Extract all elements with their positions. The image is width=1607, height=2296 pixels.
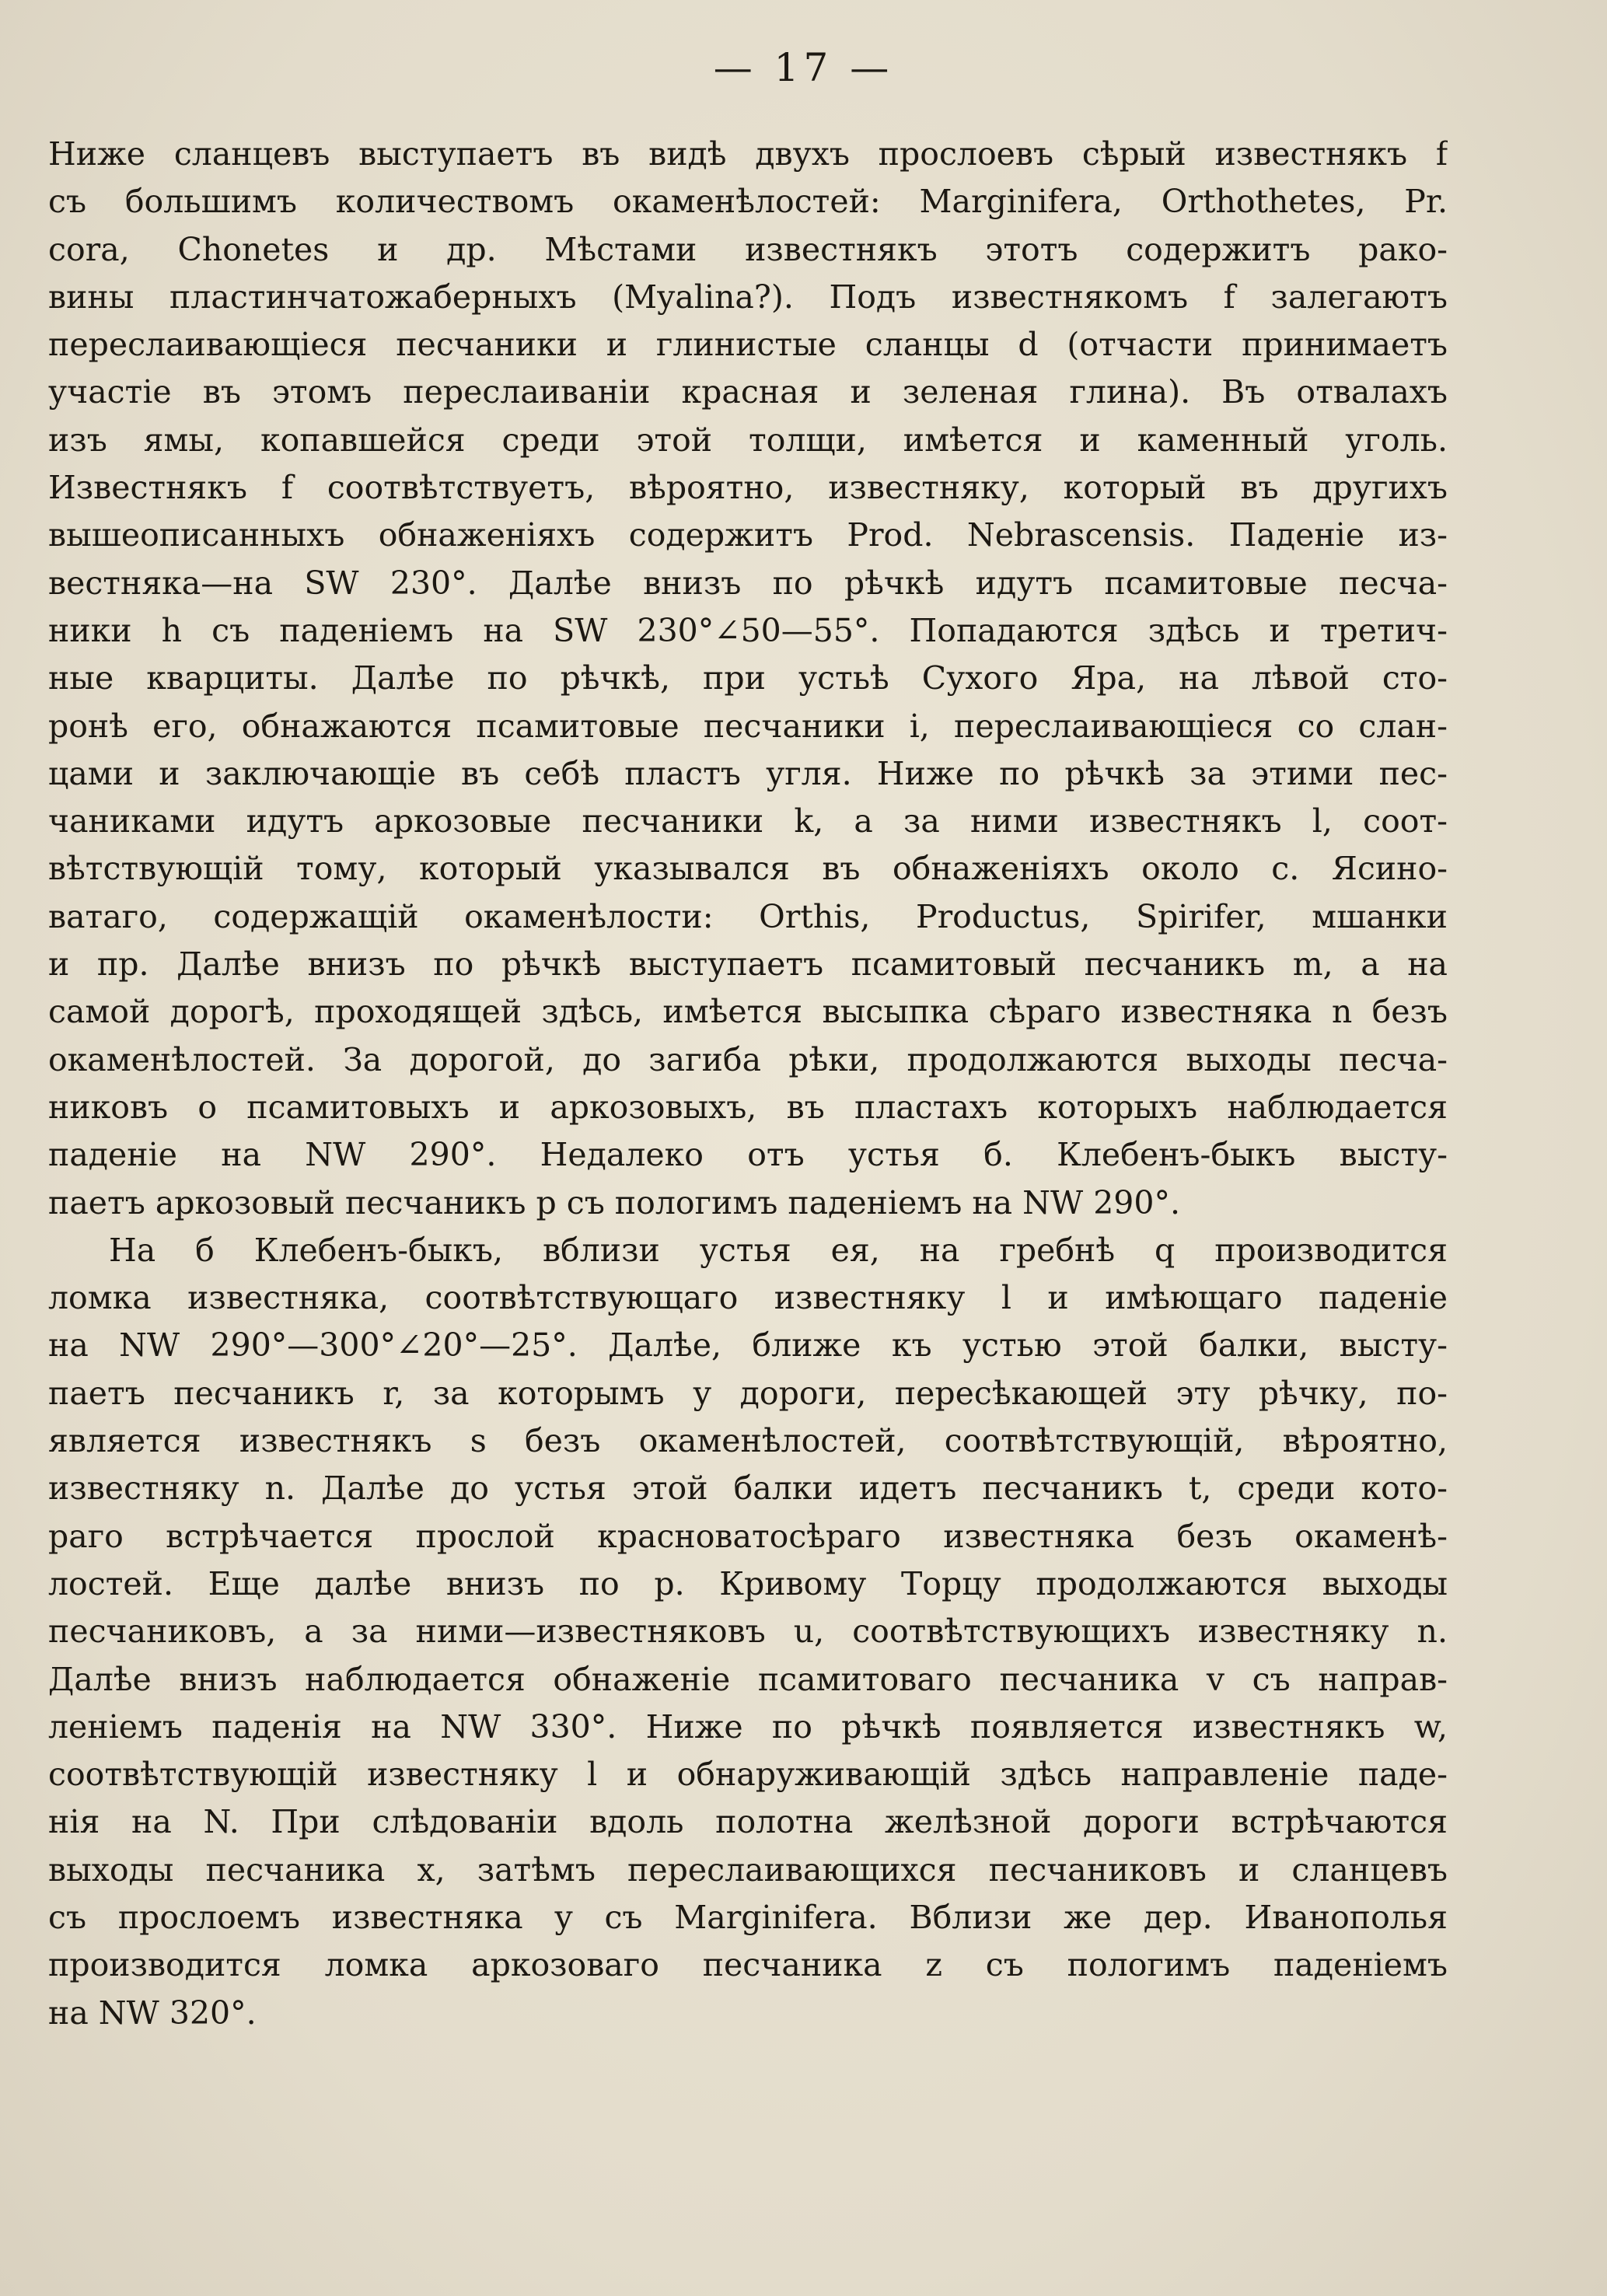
text-line: чаниками идутъ аркозовые песчаники k, а за ними известнякъ l, соот- [48,802,1448,840]
text-line: вины пластинчатожаберныхъ (Myalina?). Подъ известнякомъ f залегаютъ [48,278,1448,316]
text-line: соотвѣтствующій известняку l и обнаруживающій здѣсь направленіе паде- [48,1756,1448,1794]
text-line: известняку n. Далѣе до устья этой балки идетъ песчаникъ t, среди кото- [48,1470,1448,1508]
text-line: съ прослоемъ известняка y съ Marginifera. Вблизи же дер. Иванополья [48,1898,1448,1936]
page-number: — 17 — [713,45,894,90]
text-line: ники h съ паденіемъ на SW 230°∠50—55°. Попадаются здѣсь и третич- [48,611,1448,649]
text-line: ронѣ его, обнажаются псамитовые песчаники i, переслаивающіеся со слан- [48,707,1448,745]
text-line: Известнякъ f соотвѣтствуетъ, вѣроятно, известняку, который въ другихъ [48,469,1448,507]
text-line: ломка известняка, соотвѣтствующаго известняку l и имѣющаго паденіе [48,1279,1448,1317]
text-line: никовъ о псамитовыхъ и аркозовыхъ, въ пластахъ которыхъ наблюдается [48,1088,1448,1126]
text-line: выходы песчаника x, затѣмъ переслаивающихся песчаниковъ и сланцевъ [48,1850,1448,1889]
text-line: вѣтствующій тому, который указывался въ обнаженіяхъ около с. Ясино- [48,850,1448,888]
text-line: cora, Chonetes и др. Мѣстами известнякъ этотъ содержитъ рако- [48,230,1448,268]
text-line: переслаивающіеся песчаники и глинистые сланцы d (отчасти принимаетъ [48,326,1448,364]
text-line: изъ ямы, копавшейся среди этой толщи, имѣется и каменный уголь. [48,421,1448,459]
text-line: вестняка—на SW 230°. Далѣе внизъ по рѣчкѣ идутъ псамитовые песча- [48,564,1448,602]
text-line: съ большимъ количествомъ окаменѣлостей: Marginifera, Orthothetes, Pr. [48,183,1448,221]
text-line: на NW 290°—300°∠20°—25°. Далѣе, ближе къ устью этой балки, высту- [48,1326,1448,1365]
text-line: раго встрѣчается прослой красноватосѣраго известняка безъ окаменѣ- [48,1517,1448,1555]
text-line: окаменѣлостей. За дорогой, до загиба рѣки, продолжаются выходы песча- [48,1040,1448,1078]
text-line: является известнякъ s безъ окаменѣлостей, соотвѣтствующій, вѣроятно, [48,1422,1448,1460]
text-line: ные кварциты. Далѣе по рѣчкѣ, при устьѣ Сухого Яра, на лѣвой сто- [48,659,1448,697]
text-line: паденіе на NW 290°. Недалеко отъ устья б. Клебенъ-быкъ высту- [48,1136,1448,1174]
body-text [48,131,1448,2037]
text-line: Ниже сланцевъ выступаетъ въ видѣ двухъ прослоевъ сѣрый известнякъ f [48,135,1448,173]
text-line: цами и заключающіе въ себѣ пластъ угля. Ниже по рѣчкѣ за этими пес- [48,754,1448,792]
text-line: паетъ песчаникъ r, за которымъ у дороги, пересѣкающей эту рѣчку, по- [48,1374,1448,1412]
text-line: участіе въ этомъ переслаиваніи красная и зеленая глина). Въ отвалахъ [48,373,1448,411]
text-line: паетъ аркозовый песчаникъ p съ пологимъ паденіемъ на NW 290°. [48,1183,1181,1221]
text-line: лостей. Еще далѣе внизъ по р. Кривому Торцу продолжаются выходы [48,1564,1448,1602]
text-line: нія на N. При слѣдованіи вдоль полотна желѣзной дороги встрѣчаются [48,1803,1448,1841]
text-line: песчаниковъ, а за ними—известняковъ u, соотвѣтствующихъ известняку n. [48,1613,1448,1651]
text-line: Далѣе внизъ наблюдается обнаженіе псамитоваго песчаника v съ направ- [48,1660,1448,1698]
text-line: производится ломка аркозоваго песчаника z съ пологимъ паденіемъ [48,1946,1448,1984]
text-line: леніемъ паденія на NW 330°. Ниже по рѣчкѣ появляется известнякъ w, [48,1707,1448,1746]
text-line: самой дорогѣ, проходящей здѣсь, имѣется высыпка сѣраго известняка n безъ [48,993,1448,1031]
text-line: вышеописанныхъ обнаженіяхъ содержитъ Prod. Nebrascensis. Паденіе из- [48,516,1448,554]
text-line: и пр. Далѣе внизъ по рѣчкѣ выступаетъ псамитовый песчаникъ m, а на [48,945,1448,984]
text-line: на NW 320°. [48,1994,257,2032]
text-line: На б Клебенъ-быкъ, вблизи устья ея, на гребнѣ q производится [109,1231,1448,1269]
text-line: ватаго, содержащій окаменѣлости: Orthis, Productus, Spirifer, мшанки [48,897,1448,935]
